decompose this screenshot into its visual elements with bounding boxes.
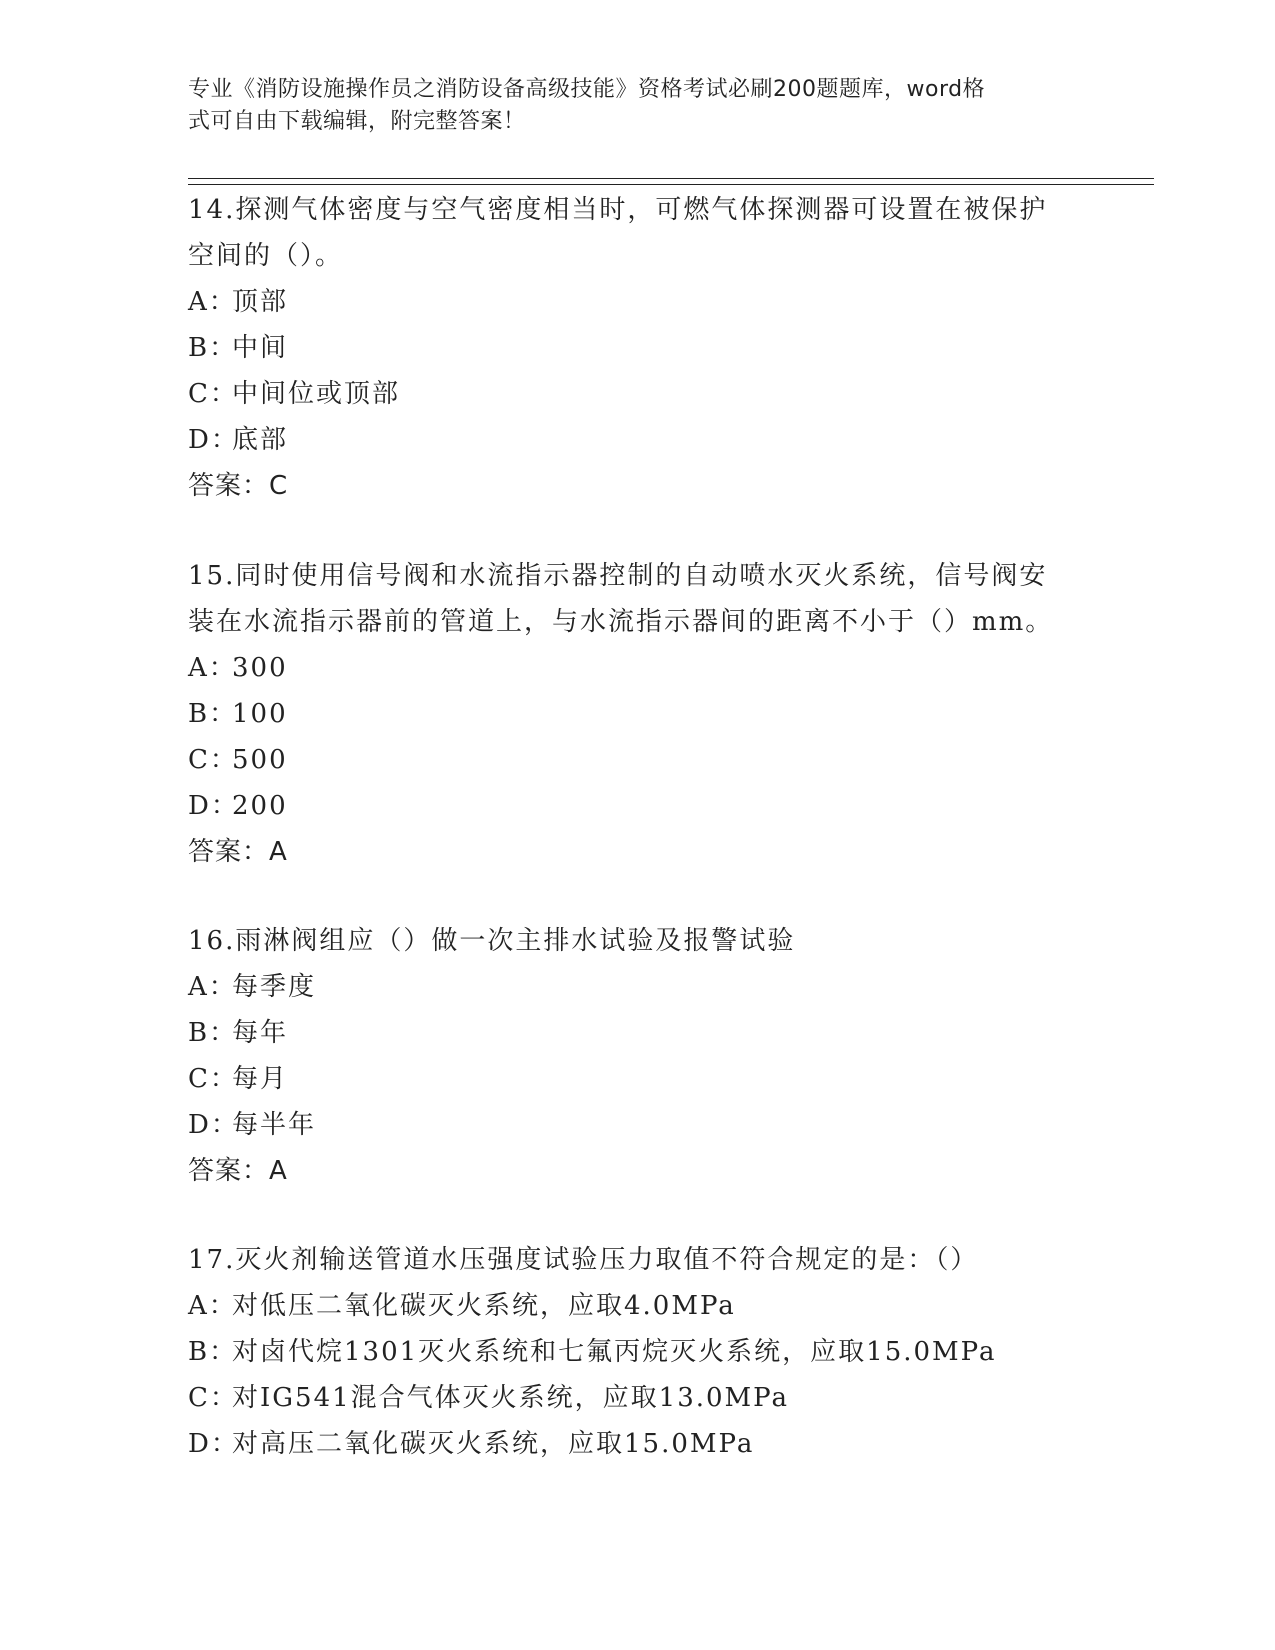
option-key: C： bbox=[188, 1064, 238, 1094]
option-key: C： bbox=[188, 379, 238, 409]
option-c bbox=[188, 1375, 1088, 1421]
answer-line: 答案：C bbox=[188, 471, 289, 501]
option-text: 对高压二氧化碳灭火系统，应取15.0MPa bbox=[232, 1429, 755, 1459]
option-text: 100 bbox=[232, 699, 288, 729]
option-text: 对IG541混合气体灭火系统，应取13.0MPa bbox=[232, 1383, 790, 1413]
option-a bbox=[188, 1283, 1088, 1329]
question-14 bbox=[188, 187, 1088, 509]
option-key: B： bbox=[188, 1337, 238, 1367]
option-key: A： bbox=[188, 287, 237, 317]
answer-line: 答案：A bbox=[188, 837, 288, 867]
option-text: 每季度 bbox=[232, 972, 317, 1002]
question-stem-line-2: 装在水流指示器前的管道上，与水流指示器间的距离不小于（）mm。 bbox=[188, 607, 1054, 637]
question-15 bbox=[188, 553, 1088, 875]
option-text: 中间 bbox=[232, 333, 289, 363]
option-a bbox=[188, 964, 1088, 1010]
option-key: B： bbox=[188, 699, 238, 729]
option-text: 200 bbox=[232, 791, 288, 821]
option-key: B： bbox=[188, 333, 238, 363]
option-key: A： bbox=[188, 1291, 237, 1321]
question-stem-line-2: 空间的（）。 bbox=[188, 241, 344, 271]
option-key: A： bbox=[188, 653, 237, 683]
option-key: D： bbox=[188, 1110, 239, 1140]
option-d bbox=[188, 1421, 1088, 1467]
question-stem-line-1: 14.探测气体密度与空气密度相当时，可燃气体探测器可设置在被保护 bbox=[188, 195, 1048, 225]
option-text: 每半年 bbox=[232, 1110, 317, 1140]
option-text: 每年 bbox=[232, 1018, 289, 1048]
option-c bbox=[188, 371, 1088, 417]
option-b bbox=[188, 1010, 1088, 1056]
question-stem-line-1: 15.同时使用信号阀和水流指示器控制的自动喷水灭火系统，信号阀安 bbox=[188, 561, 1048, 591]
option-text: 对低压二氧化碳灭火系统，应取4.0MPa bbox=[232, 1291, 736, 1321]
option-b bbox=[188, 325, 1088, 371]
question-stem-line-1: 17.灭火剂输送管道水压强度试验压力取值不符合规定的是：（） bbox=[188, 1245, 979, 1275]
option-d bbox=[188, 783, 1088, 829]
option-c bbox=[188, 1056, 1088, 1102]
option-d bbox=[188, 417, 1088, 463]
option-text: 顶部 bbox=[232, 287, 289, 317]
option-b bbox=[188, 1329, 1088, 1375]
document-header bbox=[188, 74, 1068, 138]
option-key: D： bbox=[188, 791, 239, 821]
option-key: A： bbox=[188, 972, 237, 1002]
option-key: C： bbox=[188, 745, 238, 775]
option-key: C： bbox=[188, 1383, 238, 1413]
question-stem-line-1: 16.雨淋阀组应（）做一次主排水试验及报警试验 bbox=[188, 926, 796, 956]
option-text: 中间位或顶部 bbox=[232, 379, 401, 409]
header-divider-bottom bbox=[188, 184, 1154, 185]
option-text: 300 bbox=[232, 653, 288, 683]
header-line-1: 专业《消防设施操作员之消防设备高级技能》资格考试必刷200题题库，word格 bbox=[188, 77, 986, 102]
option-a bbox=[188, 279, 1088, 325]
answer-line: 答案：A bbox=[188, 1156, 288, 1186]
header-line-2: 式可自由下载编辑，附完整答案！ bbox=[188, 109, 526, 134]
option-a bbox=[188, 645, 1088, 691]
question-16 bbox=[188, 918, 1088, 1194]
option-key: D： bbox=[188, 425, 239, 455]
option-b bbox=[188, 691, 1088, 737]
option-d bbox=[188, 1102, 1088, 1148]
option-key: B： bbox=[188, 1018, 238, 1048]
option-text: 对卤代烷1301灭火系统和七氟丙烷灭火系统，应取15.0MPa bbox=[232, 1337, 997, 1367]
option-text: 底部 bbox=[232, 425, 289, 455]
option-text: 每月 bbox=[232, 1064, 289, 1094]
option-text: 500 bbox=[232, 745, 288, 775]
option-c bbox=[188, 737, 1088, 783]
option-key: D： bbox=[188, 1429, 239, 1459]
header-divider-top bbox=[188, 178, 1154, 179]
question-17 bbox=[188, 1237, 1088, 1467]
